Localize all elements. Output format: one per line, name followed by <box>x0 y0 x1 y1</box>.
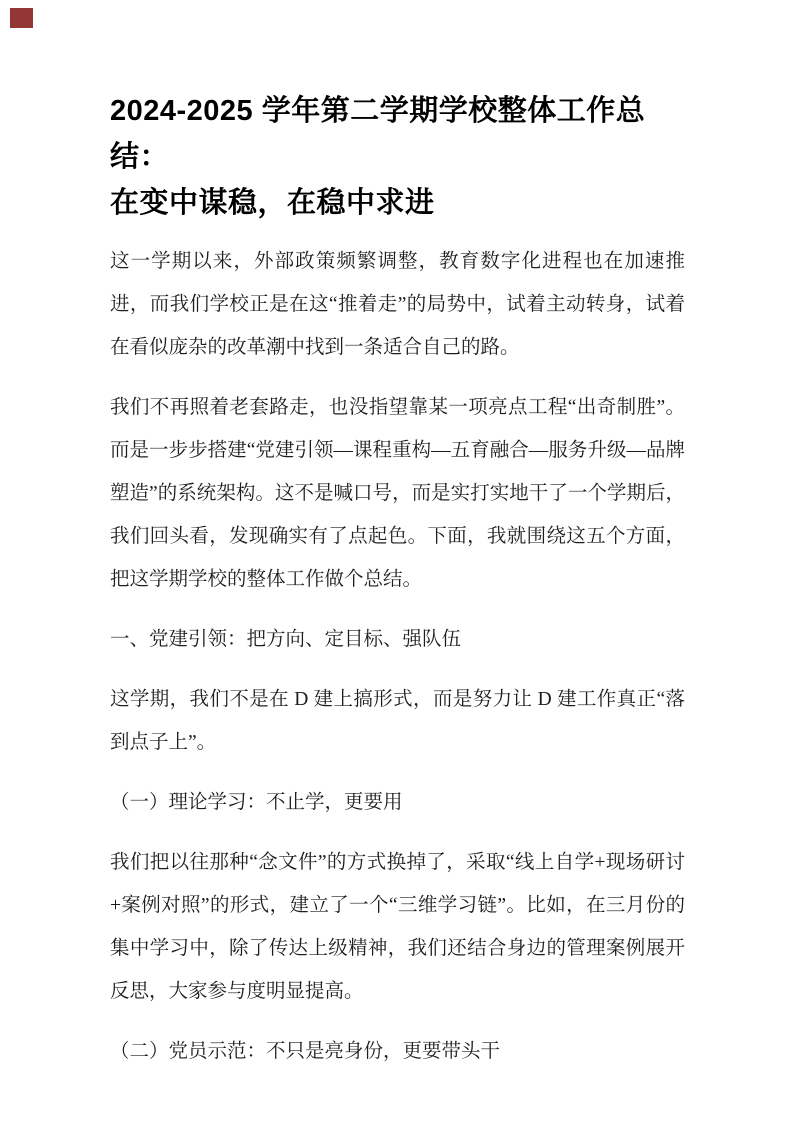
subsection-heading-theory-study: （一）理论学习：不止学，更要用 <box>110 792 403 813</box>
document-title-line-2: 在变中谋稳，在稳中求进 <box>110 187 435 219</box>
red-corner-mark <box>10 8 33 28</box>
section-heading-party-building: 一、党建引领：把方向、定目标、强队伍 <box>110 629 462 650</box>
paragraph-semester-context: 这一学期以来，外部政策频繁调整，教育数字化进程也在加速推进，而我们学校正是在这“推着走”的局势中，试着主动转身，试着在看似庞杂的改革潮中找到一条适合自己的路。 <box>110 251 685 358</box>
document-title <box>110 88 685 226</box>
paragraph-theory-study-detail: 我们把以往那种“念文件”的方式换掉了，采取“线上自学+现场研讨+案例对照”的形式，建立了一个“三维学习链”。比如，在三月份的集中学习中，除了传达上级精神，我们还结合身边的管理案例展开反思，大家参与度明显提高。 <box>110 852 685 1002</box>
subsection-heading-member-example: （二）党员示范：不只是亮身份，更要带头干 <box>110 1041 501 1062</box>
document-title-line-1: 2024-2025 学年第二学期学校整体工作总结： <box>110 95 646 173</box>
paragraph-party-building-intro: 这学期，我们不是在 D 建上搞形式，而是努力让 D 建工作真正“落到点子上”。 <box>110 689 685 753</box>
paragraph-system-framework: 我们不再照着老套路走，也没指望靠某一项亮点工程“出奇制胜”。而是一步步搭建“党建引领—课程重构—五育融合—服务升级—品牌塑造”的系统架构。这不是喊口号，而是实打实地干了一个学期后，我们回头看，发现确实有了点起色。下面，我就围绕这五个方面，把这学期学校的整体工作做个总结。 <box>110 397 685 590</box>
